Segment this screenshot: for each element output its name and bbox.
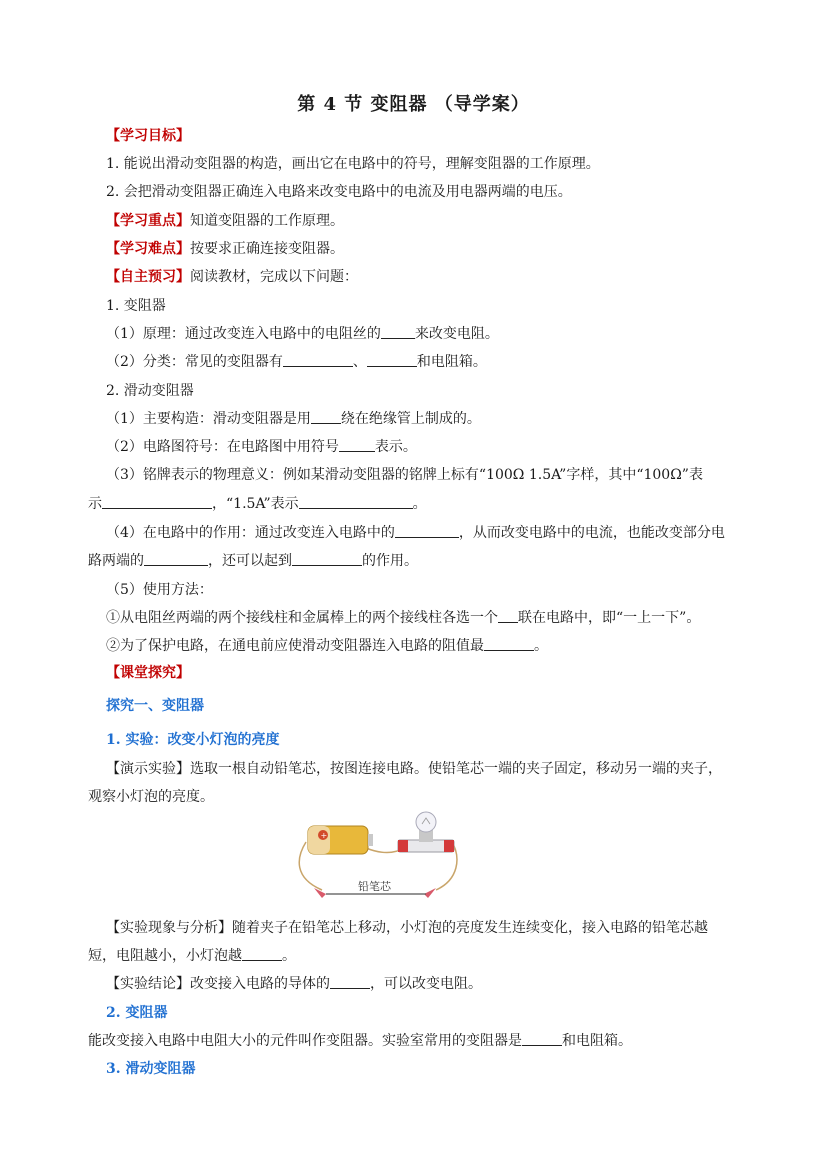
conclusion-tag: 【实验结论】 (106, 976, 190, 992)
answer-blank[interactable] (522, 1031, 562, 1046)
circuit-figure (286, 808, 464, 906)
difficulty-text: 按要求正确连接变阻器。 (190, 241, 344, 257)
q-text: ②为了保护电路，在通电前应使滑动变阻器连入电路的阻值最 (106, 638, 484, 654)
preview-s2-q4 (106, 523, 725, 543)
rheostat-text-a: 能改变接入电路中电阻大小的元件叫作变阻器。实验室常用的变阻器是 (88, 1033, 522, 1049)
goal-item-2: 2. 会把滑动变阻器正确连入电路来改变电路中的电流及用电器两端的电压。 (106, 184, 572, 200)
answer-blank[interactable] (283, 352, 353, 367)
preview-s1-q2 (106, 352, 487, 372)
answer-blank[interactable] (330, 974, 370, 989)
battery-icon (308, 826, 373, 854)
key-point-text: 知道变阻器的工作原理。 (190, 213, 344, 229)
q-text: 路两端的 (88, 553, 144, 569)
answer-blank[interactable] (395, 523, 459, 538)
preview-s2-q2 (106, 437, 417, 457)
answer-blank[interactable] (299, 494, 413, 509)
key-point-tag: 【学习重点】 (106, 213, 190, 229)
answer-blank[interactable] (144, 551, 208, 566)
bulb-icon (398, 812, 454, 852)
answer-blank[interactable] (367, 352, 417, 367)
phen-text: 随着夹子在铅笔芯上移动，小灯泡的亮度发生连续变化，接入电路的铅笔芯越 (232, 920, 708, 936)
answer-blank[interactable] (292, 551, 362, 566)
experiment-heading: 1. 实验：改变小灯泡的亮度 (106, 732, 280, 748)
q-text: （2）电路图符号：在电路图中用符号 (106, 439, 339, 455)
key-point (106, 211, 344, 231)
q-text: ，从而改变电路中的电流，也能改变部分电 (458, 525, 725, 541)
preview-tag: 【自主预习】 (106, 269, 190, 285)
answer-blank[interactable] (242, 946, 282, 961)
q-text: 的作用。 (362, 553, 418, 569)
phen-tag: 【实验现象与分析】 (106, 920, 232, 936)
q-text: （2）分类：常见的变阻器有 (106, 354, 283, 370)
rheostat-text-b: 和电阻箱。 (562, 1033, 632, 1049)
svg-text:+: + (320, 831, 328, 840)
q-text: ，还可以起到 (208, 553, 292, 569)
preview-section-2: 2. 滑动变阻器 (106, 383, 194, 399)
demo-tag: 【演示实验】 (106, 761, 190, 777)
sliding-rheostat-heading: 3. 滑动变阻器 (106, 1061, 196, 1077)
q-text: 绕在绝缘管上制成的。 (340, 411, 481, 427)
classroom-tag: 【课堂探究】 (106, 665, 190, 681)
q-text: 来改变电阻。 (414, 326, 499, 342)
difficulty-tag: 【学习难点】 (106, 241, 190, 257)
difficulty (106, 239, 344, 259)
preview (106, 267, 358, 287)
answer-blank[interactable] (484, 636, 534, 651)
preview-s2-q5: （5）使用方法： (106, 582, 213, 598)
goal-item-1: 1. 能说出滑动变阻器的构造，画出它在电路中的符号，理解变阻器的工作原理。 (106, 156, 600, 172)
phenomenon (106, 918, 708, 938)
q-text: 。 (534, 638, 548, 654)
conclusion-text: ，可以改变电阻。 (370, 976, 482, 992)
rheostat-heading: 2. 变阻器 (106, 1005, 168, 1021)
q-text: （1）原理：通过改变连入电路中的电阻丝的 (106, 326, 381, 342)
phen-text: 。 (282, 948, 296, 964)
q-text: ，“1.5A”表示 (212, 496, 299, 512)
clip-right-icon (424, 888, 436, 898)
q-text: 示 (88, 496, 102, 512)
preview-s2-q1 (106, 409, 481, 429)
preview-s2-q3-cont (88, 494, 427, 514)
answer-blank[interactable] (381, 324, 415, 339)
conclusion (106, 974, 482, 994)
demo-experiment-cont: 观察小灯泡的亮度。 (88, 789, 214, 805)
preview-s2-q5-2 (106, 636, 548, 656)
q-text: （4）在电路中的作用：通过改变连入电路中的 (106, 525, 395, 541)
phenomenon-cont (88, 946, 296, 966)
demo-text: 选取一根自动铅笔芯，按图连接电路。使铅笔芯一端的夹子固定，移动另一端的夹子， (190, 761, 722, 777)
q-text: 、 (352, 354, 367, 370)
answer-blank[interactable] (311, 409, 341, 424)
q-text: （1）主要构造：滑动变阻器是用 (106, 411, 311, 427)
preview-text: 阅读教材，完成以下问题： (190, 269, 358, 285)
q-text: 联在电路中，即“一上一下”。 (518, 610, 701, 626)
preview-s2-q5-1 (106, 608, 700, 628)
preview-section-1: 1. 变阻器 (106, 298, 166, 314)
explore-1-heading: 探究一、变阻器 (106, 698, 204, 714)
answer-blank[interactable] (498, 608, 518, 623)
q-text: ①从电阻丝两端的两个接线柱和金属棒上的两个接线柱各选一个 (106, 610, 498, 626)
page-title: 第 4 节 变阻器 （导学案） (297, 94, 530, 115)
q-text: 。 (412, 496, 427, 512)
preview-s2-q3: （3）铭牌表示的物理意义：例如某滑动变阻器的铭牌上标有“100Ω 1.5A”字样，其中“100Ω”表 (106, 467, 703, 483)
preview-s1-q1 (106, 324, 499, 344)
q-text: 和电阻箱。 (416, 354, 487, 370)
goals-tag: 【学习目标】 (106, 128, 190, 144)
demo-experiment (106, 759, 722, 779)
figure-label: 铅笔芯 (358, 880, 391, 893)
q-text: 表示。 (374, 439, 417, 455)
rheostat-text (88, 1031, 632, 1051)
preview-s2-q4-cont (88, 551, 418, 571)
phen-text: 短，电阻越小，小灯泡越 (88, 948, 242, 964)
answer-blank[interactable] (102, 494, 212, 509)
answer-blank[interactable] (339, 437, 375, 452)
conclusion-text: 改变接入电路的导体的 (190, 976, 330, 992)
